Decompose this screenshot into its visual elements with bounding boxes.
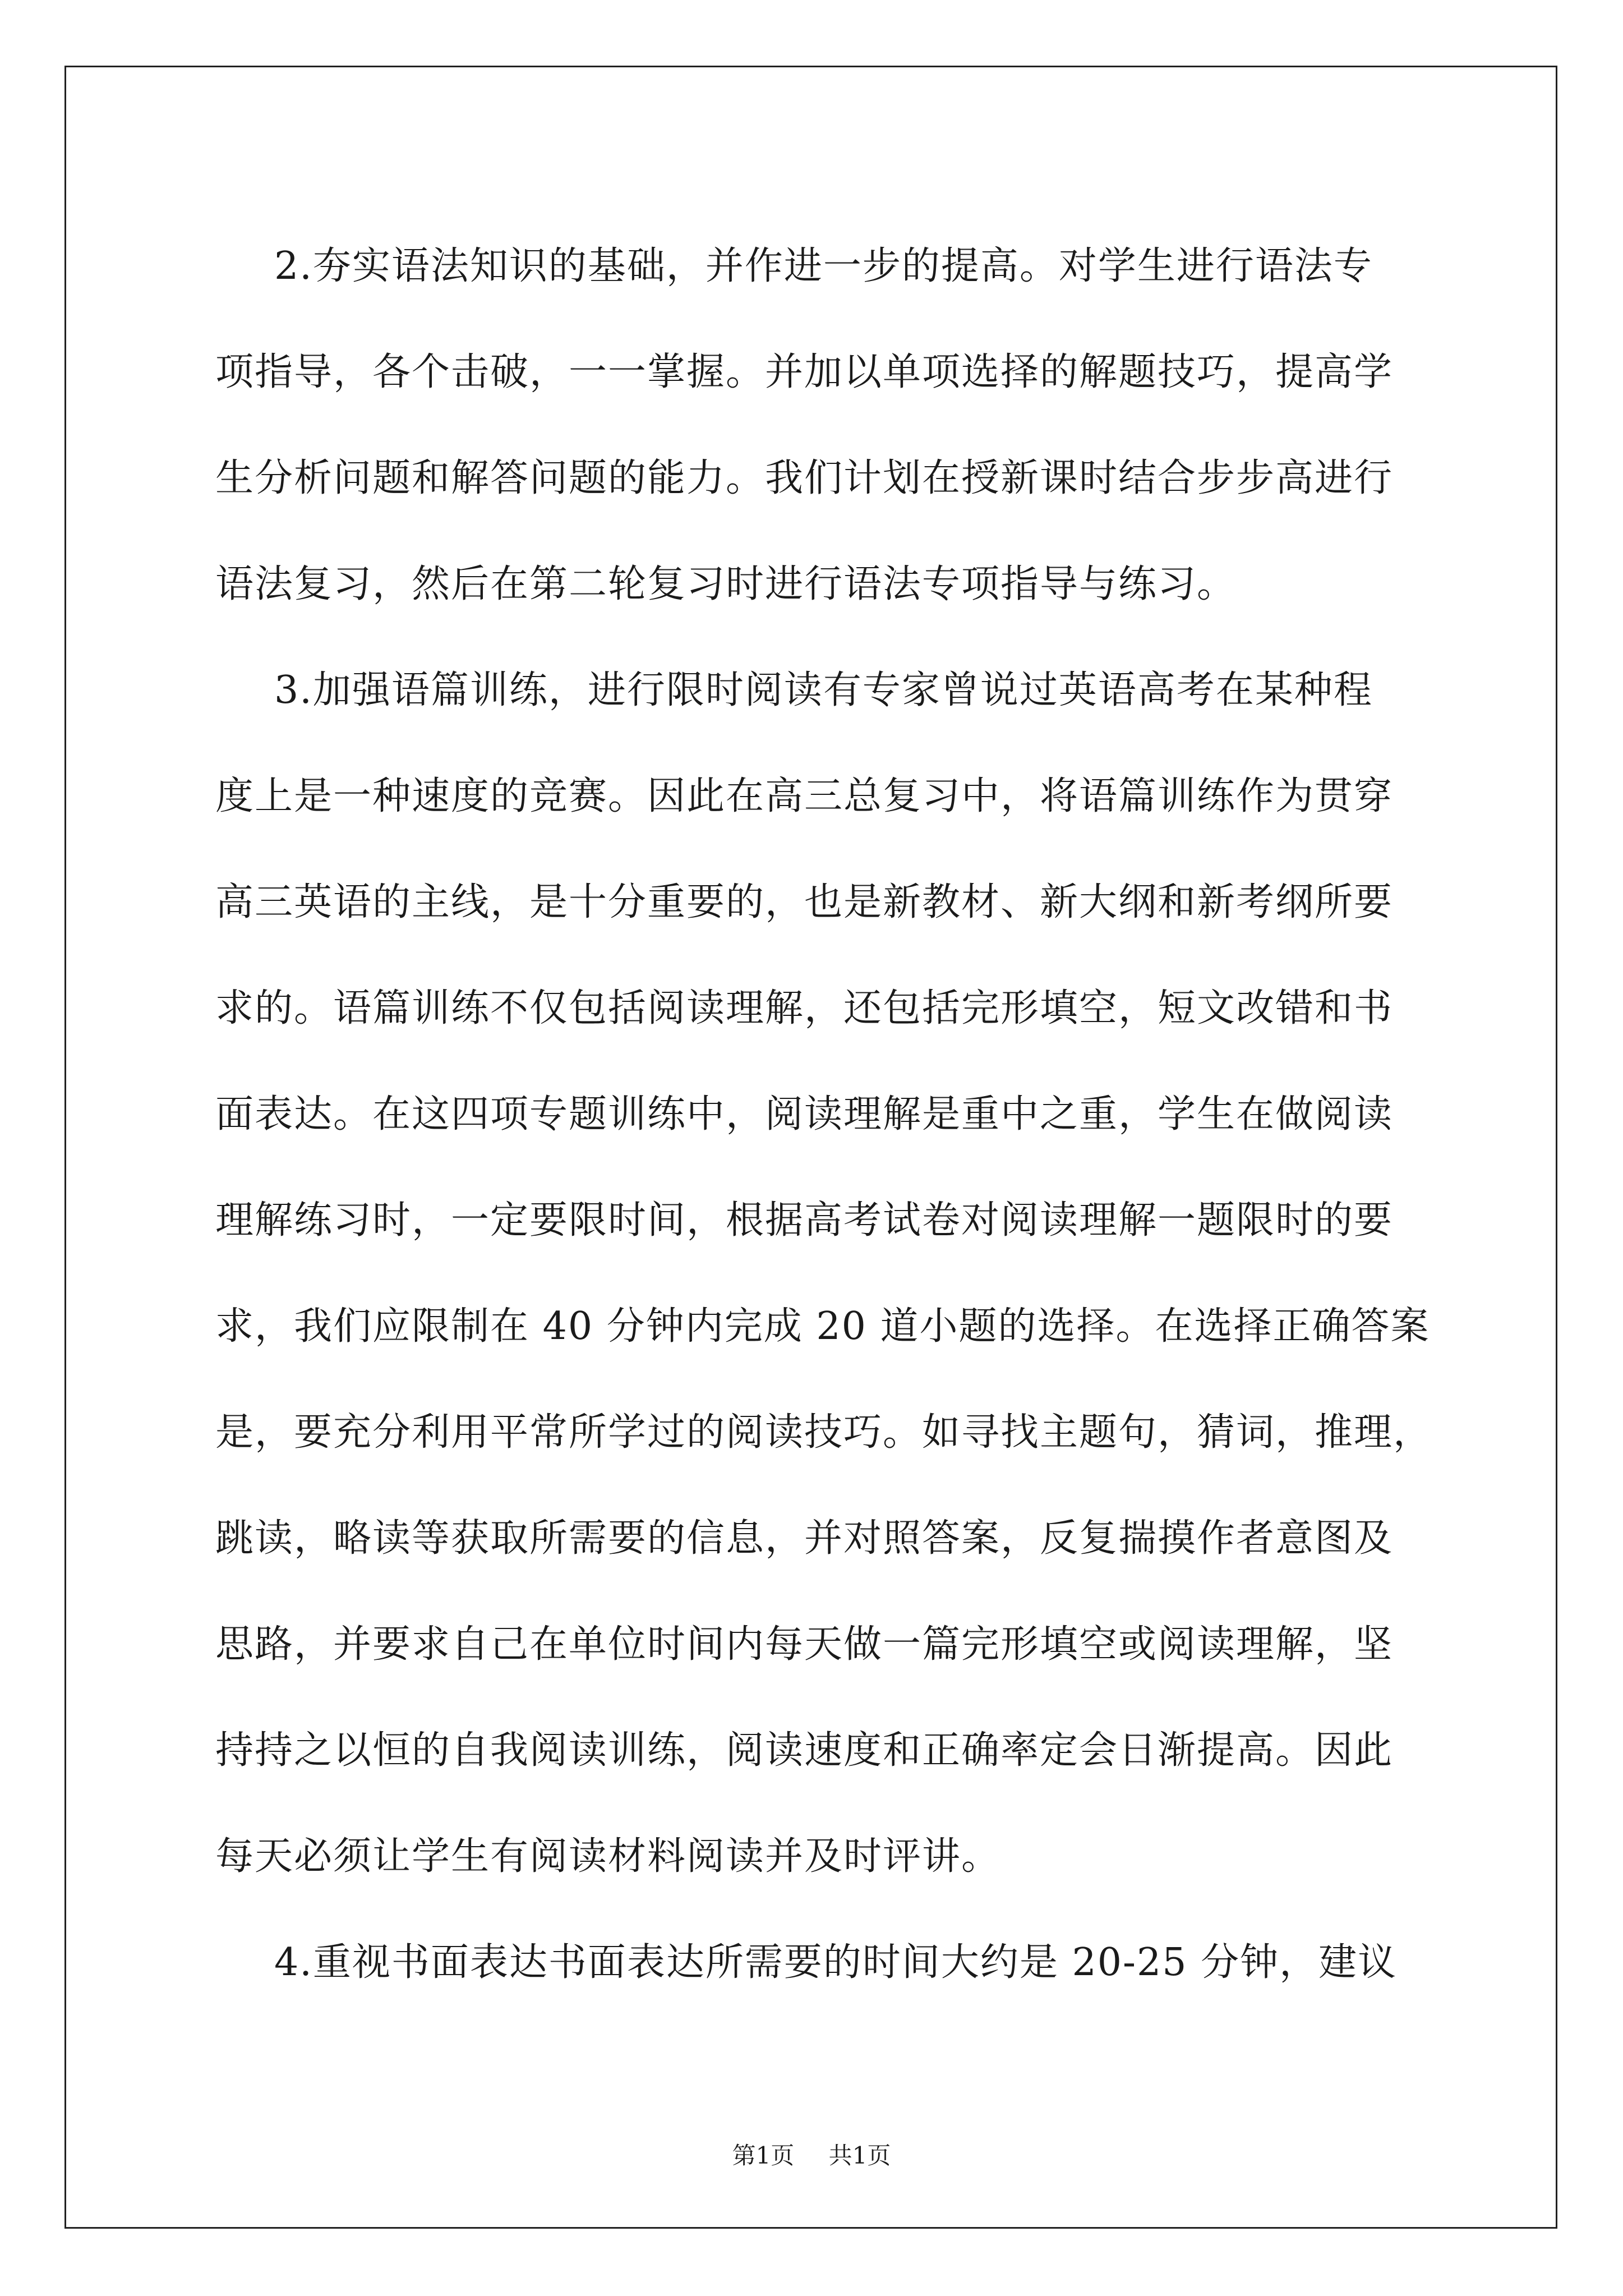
text-line: 语法复习，然后在第二轮复习时进行语法专项指导与练习。	[215, 562, 1237, 606]
text-line: 求的。语篇训练不仅包括阅读理解，还包括完形填空，短文改错和书	[215, 986, 1394, 1030]
text-line: 理解练习时，一定要限时间，根据高考试卷对阅读理解一题限时的要	[215, 1198, 1394, 1243]
text-line: 思路，并要求自己在单位时间内每天做一篇完形填空或阅读理解，坚	[215, 1622, 1394, 1667]
text-line: 度上是一种速度的竞赛。因此在高三总复习中，将语篇训练作为贯穿	[215, 774, 1394, 818]
text-line: 生分析问题和解答问题的能力。我们计划在授新课时结合步步高进行	[215, 456, 1394, 500]
text-line: 每天必须让学生有阅读材料阅读并及时评讲。	[215, 1834, 1001, 1879]
text-line: 求，我们应限制在 40 分钟内完成 20 道小题的选择。在选择正确答案	[215, 1304, 1430, 1349]
page-footer	[0, 2137, 1623, 2171]
text-line: 持持之以恒的自我阅读训练，阅读速度和正确率定会日渐提高。因此	[215, 1728, 1394, 1773]
text-line: 是，要充分利用平常所学过的阅读技巧。如寻找主题句，猜词，推理，	[215, 1410, 1433, 1455]
text-line: 4.重视书面表达书面表达所需要的时间大约是 20-25 分钟，建议	[274, 1940, 1398, 1985]
text-line: 面表达。在这四项专题训练中，阅读理解是重中之重，学生在做阅读	[215, 1092, 1394, 1137]
document-body	[215, 213, 1445, 2016]
text-line: 3.加强语篇训练，进行限时阅读有专家曾说过英语高考在某种程	[274, 668, 1373, 712]
text-line: 2.夯实语法知识的基础，并作进一步的提高。对学生进行语法专	[274, 244, 1373, 288]
text-line: 跳读，略读等获取所需要的信息，并对照答案，反复揣摸作者意图及	[215, 1516, 1394, 1561]
page-number: 第1页	[732, 2142, 795, 2169]
page-total: 共1页	[828, 2142, 891, 2169]
text-line: 项指导，各个击破，一一掌握。并加以单项选择的解题技巧，提高学	[215, 350, 1394, 394]
text-line: 高三英语的主线，是十分重要的，也是新教材、新大纲和新考纲所要	[215, 880, 1394, 924]
